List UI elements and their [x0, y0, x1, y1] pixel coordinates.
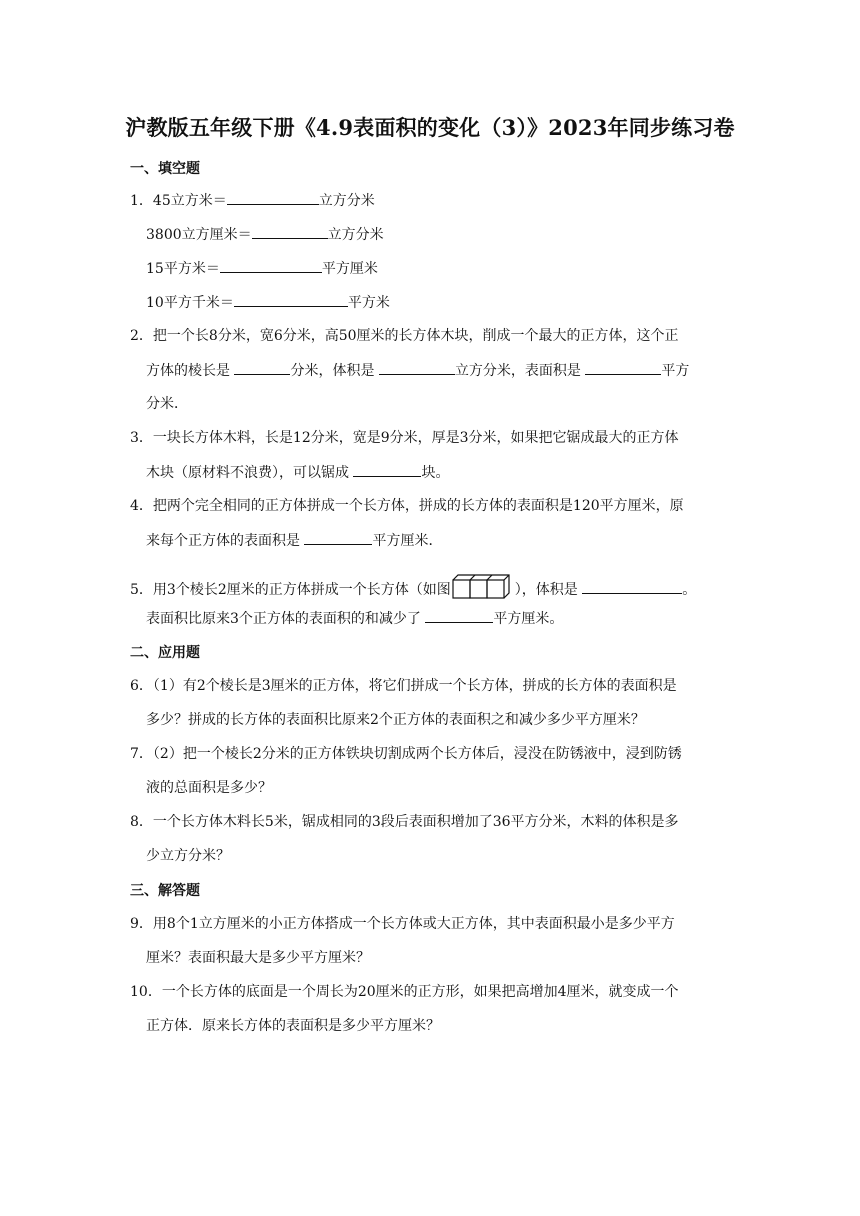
question-number: 5． [130, 582, 153, 598]
question-7-line-1: 7．（2）把一个棱长2分米的正方体铁块切割成两个长方体后，浸没在防锈液中，浸到防锈 [130, 746, 682, 762]
question-10-line-2: 正方体．原来长方体的表面积是多少平方厘米？ [146, 1018, 440, 1034]
question-number: 2． [130, 328, 153, 344]
page-title: 沪教版五年级下册《4.9表面积的变化（3）》2023年同步练习卷 [125, 115, 735, 140]
answer-blank[interactable] [234, 292, 348, 307]
question-number: 8． [130, 814, 153, 830]
question-2-line-1: 2．把一个长8分米，宽6分米，高50厘米的长方体木块，削成一个最大的正方体，这个正 [130, 328, 679, 344]
question-10-line-1: 10．一个长方体的底面是一个周长为20厘米的正方形，如果把高增加4厘米，就变成一个 [130, 984, 679, 1000]
answer-blank[interactable] [252, 224, 328, 239]
answer-blank[interactable] [585, 360, 661, 375]
section-answer: 三、解答题 [130, 883, 200, 899]
question-9-line-2: 厘米？表面积最大是多少平方厘米？ [146, 950, 370, 966]
question-number: 3． [130, 430, 153, 446]
question-5-line-1: 5．用3个棱长2厘米的正方体拼成一个长方体（如图 ），体积是 。 [130, 574, 696, 600]
question-4-line-1: 4．把两个完全相同的正方体拼成一个长方体，拼成的长方体的表面积是120平方厘米，原 [130, 498, 684, 514]
question-3-line-2: 木块（原材料不浪费），可以锯成 块。 [146, 462, 449, 483]
question-number: 7． [130, 746, 153, 762]
answer-blank[interactable] [227, 190, 319, 205]
question-6-line-1: 6．（1）有2个棱长是3厘米的正方体，将它们拼成一个长方体，拼成的长方体的表面积是 [130, 678, 677, 694]
question-5-line-2: 表面积比原来3个正方体的表面积的和减少了 平方厘米。 [146, 608, 563, 629]
answer-blank[interactable] [304, 530, 372, 545]
question-6-line-2: 多少？拼成的长方体的表面积比原来2个正方体的表面积之和减少多少平方厘米？ [146, 712, 645, 728]
question-1-line-c: 15平方米＝ 平方厘米 [146, 258, 378, 279]
three-cubes-figure-icon [452, 574, 514, 600]
section-fill-in: 一、填空题 [130, 161, 200, 177]
question-number: 4． [130, 498, 153, 514]
section-application: 二、应用题 [130, 645, 200, 661]
answer-blank[interactable] [379, 360, 455, 375]
answer-blank[interactable] [234, 360, 290, 375]
question-3-line-1: 3．一块长方体木料，长是12分米，宽是9分米，厚是3分米，如果把它锯成最大的正方体 [130, 430, 679, 446]
answer-blank[interactable] [425, 608, 493, 623]
question-1-line-d: 10平方千米＝ 平方米 [146, 292, 390, 313]
question-number: 6． [130, 678, 153, 694]
question-2-line-2: 方体的棱长是 分米，体积是 立方分米，表面积是 平方 [146, 360, 689, 381]
question-number: 1． [130, 193, 153, 209]
answer-blank[interactable] [220, 258, 322, 273]
answer-blank[interactable] [582, 579, 682, 594]
question-1-line-a: 1．45立方米＝ 立方分米 [130, 190, 375, 211]
question-8-line-1: 8．一个长方体木料长5米，锯成相同的3段后表面积增加了36平方分米，木料的体积是多 [130, 814, 679, 830]
question-number: 10． [130, 984, 162, 1000]
question-4-line-2: 来每个正方体的表面积是 平方厘米． [146, 530, 442, 551]
answer-blank[interactable] [353, 462, 421, 477]
question-7-line-2: 液的总面积是多少？ [146, 780, 272, 796]
question-1-line-b: 3800立方厘米＝ 立方分米 [146, 224, 384, 245]
question-number: 9． [130, 916, 153, 932]
question-2-line-3: 分米． [146, 396, 188, 412]
question-8-line-2: 少立方分米？ [146, 848, 230, 864]
question-9-line-1: 9．用8个1立方厘米的小正方体搭成一个长方体或大正方体，其中表面积最小是多少平方 [130, 916, 675, 932]
